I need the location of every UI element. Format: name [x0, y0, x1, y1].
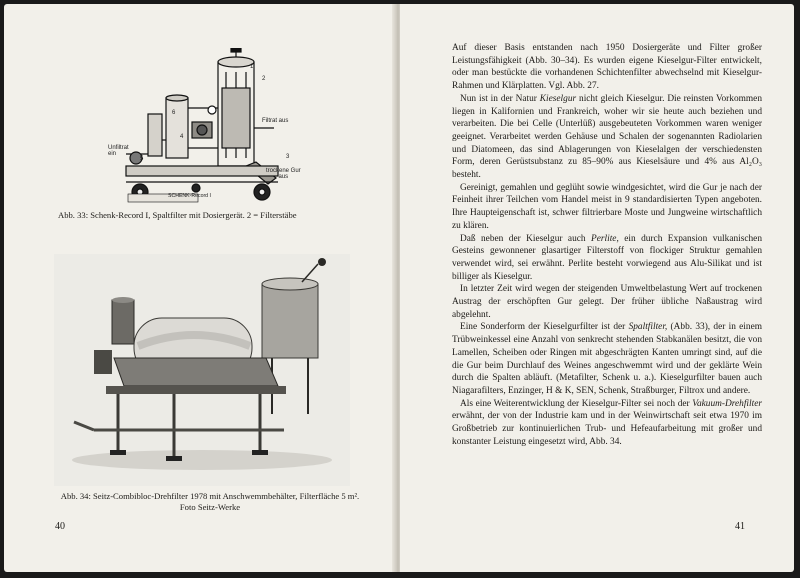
text-run: nicht gleich Kieselgur. Die reinsten Vorkommen liegen in Kalifornien und Frankreich, woher wir sie heute auch beziehen und verarbeiten. Die bei Celle (Unterlüß) ausgebeuteten Vorkommen waren weniger geeignet. Verarbeitet werden Gehäuse und Schalen der sogenannten Radiolarien und Diatomeen, das sind Ablagerungen von Kieselalgen der verschiedensten Form, deren Gerüstsubstanz zu 85–90% aus Kieselsäure und 4% aus Al₂O₃ besteht. [452, 93, 762, 181]
label-5: 5 [140, 156, 144, 162]
text-run: Nun ist in der Natur [460, 93, 540, 104]
paragraph [452, 42, 762, 93]
emphasized-term: Spaltfilter, [628, 322, 668, 333]
text-run: In letzter Zeit wird wegen der steigenden Umweltbelastung Wert auf trockenen Austrag der erschöpften Gur gelegt. Der früher übliche Naßaustrag wird abgelehnt. [452, 284, 762, 320]
paragraph [452, 283, 762, 321]
figure-34-caption [40, 491, 380, 513]
label-3: 3 [286, 154, 290, 160]
label-1: 1 [250, 64, 254, 70]
label-2: 2 [262, 76, 266, 82]
body-text-column [452, 42, 762, 449]
figure-33-drawing [96, 48, 296, 208]
emphasized-term: Vakuum-Drehfilter [692, 398, 762, 409]
unfiltrat-ein-label: Unfiltrat ein [108, 145, 129, 157]
figure-34-caption-line1: Abb. 34: Seitz-Combibloc-Drehfilter 1978 mit Anschwemmbehälter, Filterfläche 5 m². [60, 491, 360, 501]
figure-34-photo [54, 254, 350, 486]
figure-33-caption: Abb. 33: Schenk-Record I, Spaltfilter mit Dosiergerät. 2 = Filterstäbe [58, 210, 297, 220]
text-run: (Abb. 33), der in einem Trübweinkessel eine Anzahl von senkrecht stehenden Stabkanälen besitzt, die von Lamellen, Scheiben oder Ringen mit abgeschrägten Kanten umringt sind, auf die die Gur beim Durchlauf des Weines angeschwemmt wird und der geklärte Wein durch die Spalten abläuft. (Metafilter, Schenk u. a.). Kieselgurfilter bauen auch Niagarafilters, Enzinger, H & K, SEN, Schenk, Straßburger, Filtrox und andere. [452, 322, 762, 396]
paragraph [452, 182, 762, 233]
page-number-right: 41 [735, 521, 745, 532]
emphasized-term: Perlite, [591, 233, 619, 244]
filtrat-aus-label: Filtrat aus [262, 118, 289, 124]
paragraph [452, 398, 762, 449]
emphasized-term: Kieselgur [539, 93, 577, 104]
paragraph [452, 233, 762, 284]
text-run: Daß neben der Kieselgur auch [460, 233, 592, 244]
plaque-label: SCHENK-Record I [168, 193, 211, 199]
label-4: 4 [180, 134, 184, 140]
paragraph [452, 321, 762, 397]
label-6: 6 [172, 110, 176, 116]
paragraph [452, 93, 762, 182]
text-run: erwähnt, der von der Industrie kam und in der Weinwirtschaft seit etwa 1970 im Großbetrieb zur kontinuierlichen Trub- und Hefeaufarbeitung mit großer und konstanter Leistung eingesetzt wird, Abb. 34. [452, 411, 762, 447]
text-run: Als eine Weiterentwicklung der Kieselgur-Filter sei noch der [460, 398, 693, 409]
text-run: Eine Sonderform der Kieselgurfilter ist der [460, 322, 629, 333]
trockene-gur-aus-label: trockene Gur aus [266, 168, 301, 180]
figure-34-caption-line2: Foto Seitz-Werke [179, 502, 241, 512]
page-number-left: 40 [55, 521, 65, 532]
text-run: Auf dieser Basis entstanden nach 1950 Dosiergeräte und Filter großer Leistungsfähigkeit (Abb. 30–34). Es wurden eigene Kieselgur-Filter entwickelt, oder man bestückte die vorhandenen Schichtenfilter abwechselnd mit Kieselgur-Rahmen und Klärplatten. Vgl. Abb. 27. [452, 43, 762, 92]
text-run: Gereinigt, gemahlen und geglüht sowie windgesichtet, wird die Gur je nach der Feinheit ihrer Teilchen vom Handel meist in 9 standardisierten Typen angeboten. Ihre Haupteigenschaft ist, schwer filtrierbare Moste und Jungweine wirtschaftlich zu klären. [452, 182, 762, 231]
text-run: ein durch Expansion vulkanischen Gesteins gewonnener glasartiger Filterstoff von flockiger Struktur gemahlen verwendet wird, sei erwähnt. Perlite besteht vorwiegend aus Alu-Silikat und ist billiger als Kieselgur. [452, 233, 763, 282]
